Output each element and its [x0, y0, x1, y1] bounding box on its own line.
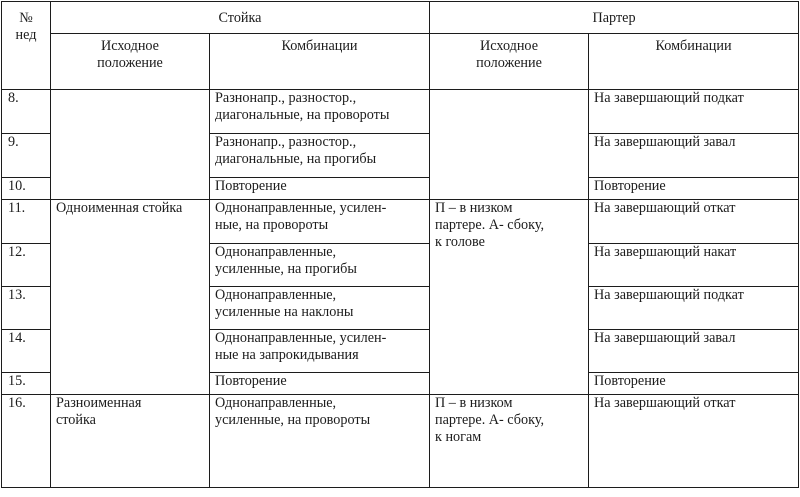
stance-combination: Однонаправленные, усиленные, на прогибы [210, 244, 430, 287]
week-number: 16. [2, 395, 51, 488]
stance-combination: Однонаправленные, усиленные, на провороты [210, 395, 430, 488]
parterre-combination: На завершающий подкат [589, 90, 799, 134]
header-row-1 [2, 2, 799, 34]
week-number: 11. [2, 200, 51, 244]
week-number: 8. [2, 90, 51, 134]
stance-header: Стойка [51, 2, 430, 34]
training-plan-table [1, 1, 799, 488]
parterre-combination: Повторение [589, 178, 799, 200]
stance-combination: Однонаправленные, усиленные на наклоны [210, 287, 430, 330]
week-number: 9. [2, 134, 51, 178]
parterre-start-position: П – в низком партере. А- сбоку, к голове [430, 200, 589, 395]
parterre-combination: На завершающий завал [589, 330, 799, 373]
parterre-combination: На завершающий подкат [589, 287, 799, 330]
training-plan-table-page [1, 1, 798, 495]
table-row [2, 90, 799, 134]
parterre-combination: На завершающий завал [589, 134, 799, 178]
week-number-header [2, 2, 51, 90]
stance-combinations-header: Комбинации [210, 34, 430, 90]
stance-combination: Повторение [210, 373, 430, 395]
stance-combination: Разнонапр., разностор., диагональные, на прогибы [210, 134, 430, 178]
stance-combination: Разнонапр., разностор., диагональные, на провороты [210, 90, 430, 134]
stance-combination: Однонаправленные, усилен- ные, на провороты [210, 200, 430, 244]
header-row-2 [2, 34, 799, 90]
week-number: 10. [2, 178, 51, 200]
parterre-start-position: П – в низком партере. А- сбоку, к ногам [430, 395, 589, 488]
parterre-header: Партер [430, 2, 799, 34]
parterre-start-position-header: Исходное положение [430, 34, 589, 90]
stance-combination: Однонаправленные, усилен- ные на запрокидывания [210, 330, 430, 373]
stance-start-position-header: Исходное положение [51, 34, 210, 90]
week-number: 14. [2, 330, 51, 373]
stance-start-position-empty [51, 90, 210, 200]
table-row [2, 200, 799, 244]
parterre-combination: Повторение [589, 373, 799, 395]
parterre-combination: На завершающий накат [589, 244, 799, 287]
stance-start-position: Разноименная стойка [51, 395, 210, 488]
parterre-combination: На завершающий откат [589, 395, 799, 488]
stance-start-position: Одноименная стойка [51, 200, 210, 395]
number-sign: № [19, 10, 33, 26]
parterre-combinations-header: Комбинации [589, 34, 799, 90]
week-number: 12. [2, 244, 51, 287]
week-number: 15. [2, 373, 51, 395]
week-label: нед [15, 27, 37, 43]
stance-combination: Повторение [210, 178, 430, 200]
parterre-start-position-empty [430, 90, 589, 200]
week-number: 13. [2, 287, 51, 330]
parterre-combination: На завершающий откат [589, 200, 799, 244]
table-row [2, 395, 799, 488]
